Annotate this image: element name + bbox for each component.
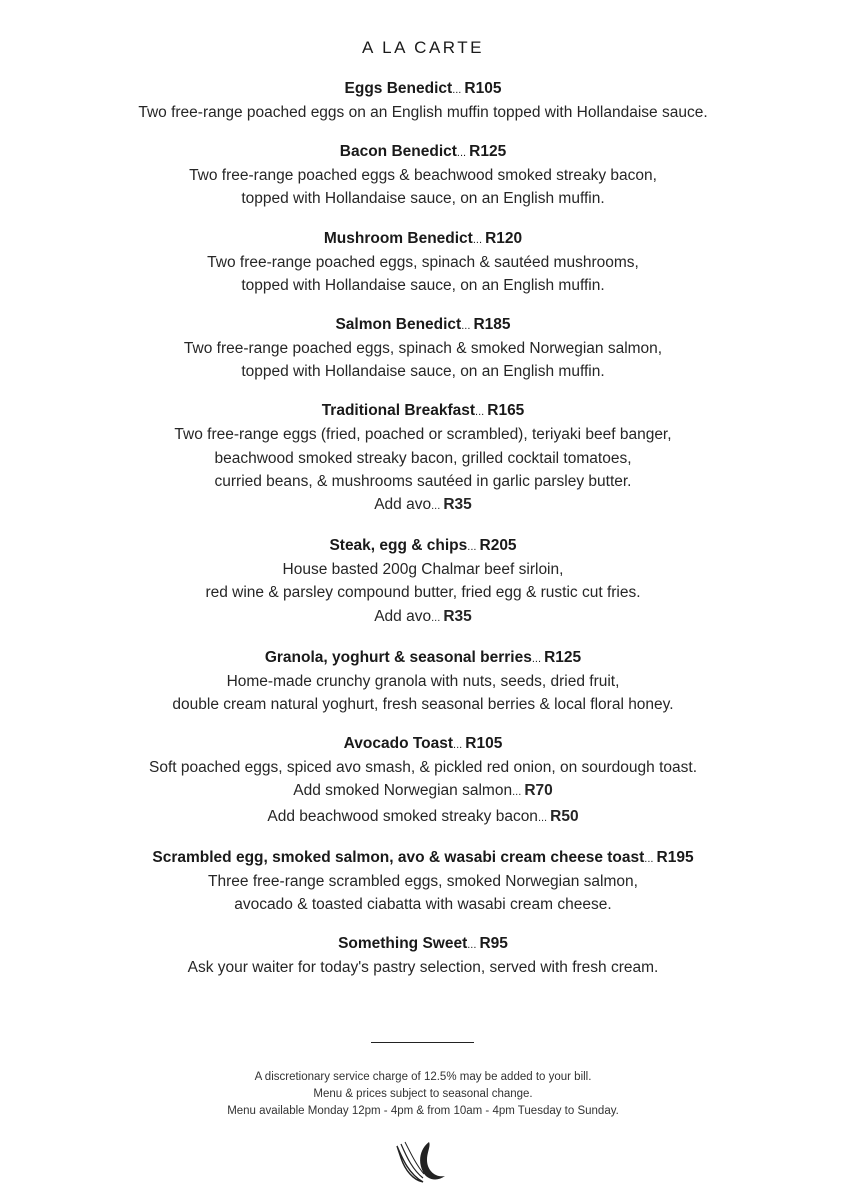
footer-notes: [0, 1069, 846, 1120]
menu-item-name: Mushroom Benedict: [323, 229, 473, 247]
menu-item-description: double cream natural yoghurt, fresh seasonal berries & local floral honey.: [172, 696, 674, 714]
addon-price: R35: [443, 496, 472, 514]
ellipsis-separator: ...: [431, 500, 444, 513]
menu-item-description: curried beans, & mushrooms sautéed in garlic parsley butter.: [214, 472, 632, 490]
ellipsis-separator: ...: [452, 84, 465, 96]
addon-label: Add avo: [374, 496, 432, 514]
menu-item-price: R165: [487, 402, 525, 420]
menu-item-heading: [0, 141, 846, 164]
menu-item-description: Two free-range poached eggs, spinach & smoked Norwegian salmon,: [183, 340, 663, 358]
menu-item-description: Two free-range poached eggs on an English muffin topped with Hollandaise sauce.: [138, 104, 708, 121]
ellipsis-separator: ...: [467, 939, 480, 952]
menu-item: [0, 228, 846, 297]
menu-item-name: Salmon Benedict: [335, 316, 462, 334]
menu-item-heading: [0, 228, 846, 251]
menu-item-addon: [0, 805, 846, 830]
menu-item-price: R105: [464, 80, 502, 97]
footer-divider: [371, 1042, 474, 1043]
ellipsis-separator: ...: [644, 852, 657, 865]
menu-item: [0, 400, 846, 518]
menu-item: [0, 733, 846, 830]
menu-list: [0, 78, 846, 996]
menu-item-price: R120: [485, 229, 523, 247]
menu-item-name: Traditional Breakfast: [321, 402, 476, 420]
menu-item-description: Two free-range eggs (fried, poached or scrambled), teriyaki beef banger,: [174, 426, 672, 444]
addon-price: R70: [524, 782, 553, 800]
menu-item-price: R185: [473, 316, 511, 334]
footer-line: Menu & prices subject to seasonal change.: [313, 1088, 533, 1100]
menu-item-price: R105: [465, 735, 503, 753]
menu-item-name: Bacon Benedict: [339, 143, 457, 161]
menu-item: [0, 535, 846, 630]
footer-line: A discretionary service charge of 12.5% may be added to your bill.: [254, 1071, 592, 1083]
menu-item-name: Scrambled egg, smoked salmon, avo & wasabi cream cheese toast: [152, 848, 645, 866]
addon-label: Add avo: [374, 607, 432, 625]
menu-item-description: Two free-range poached eggs & beachwood smoked streaky bacon,: [189, 167, 657, 185]
menu-item-name: Granola, yoghurt & seasonal berries: [264, 648, 532, 666]
menu-item-description: red wine & parsley compound butter, fried egg & rustic cut fries.: [205, 584, 641, 602]
ellipsis-separator: ...: [472, 233, 486, 246]
ellipsis-separator: ...: [467, 541, 480, 554]
ellipsis-separator: ...: [456, 147, 470, 160]
menu-item-price: R125: [469, 143, 507, 161]
menu-item-description: Home-made crunchy granola with nuts, seeds, dried fruit,: [226, 672, 620, 690]
menu-item-heading: [0, 78, 846, 101]
ellipsis-separator: ...: [431, 611, 444, 624]
menu-item-heading: [0, 933, 846, 956]
menu-item-description: Two free-range poached eggs, spinach & sautéed mushrooms,: [207, 253, 639, 271]
ellipsis-separator: ...: [475, 406, 488, 419]
ellipsis-separator: ...: [537, 811, 551, 824]
menu-item-addon: [0, 605, 846, 630]
menu-item-description: avocado & toasted ciabatta with wasabi cream cheese.: [234, 896, 612, 914]
menu-item-name: Eggs Benedict: [344, 80, 453, 97]
ellipsis-separator: ...: [461, 320, 474, 333]
menu-item-price: R205: [479, 537, 517, 555]
menu-item-description: House basted 200g Chalmar beef sirloin,: [282, 561, 564, 579]
page-title: A LA CARTE: [361, 38, 484, 57]
ellipsis-separator: ...: [512, 786, 525, 799]
menu-item-heading: [0, 400, 846, 423]
menu-item-description: topped with Hollandaise sauce, on an English muffin.: [241, 363, 605, 381]
menu-item-description: Ask your waiter for today's pastry selection, served with fresh cream.: [187, 959, 659, 977]
menu-item: [0, 78, 846, 124]
addon-label: Add smoked Norwegian salmon: [293, 782, 513, 800]
menu-item-name: Something Sweet: [338, 935, 468, 953]
menu-item-description: Soft poached eggs, spiced avo smash, & pickled red onion, on sourdough toast.: [148, 759, 698, 777]
menu-item-heading: [0, 847, 846, 870]
menu-item: [0, 847, 846, 916]
addon-price: R35: [443, 607, 472, 625]
footer-line: Menu available Monday 12pm - 4pm & from 10am - 4pm Tuesday to Sunday.: [227, 1105, 619, 1117]
ellipsis-separator: ...: [531, 652, 545, 665]
menu-item-description: Three free-range scrambled eggs, smoked Norwegian salmon,: [208, 872, 638, 890]
menu-item-price: R125: [544, 648, 582, 666]
menu-item-heading: [0, 314, 846, 337]
menu-item-price: R95: [479, 935, 508, 953]
menu-item-price: R195: [656, 848, 694, 866]
menu-item-addon: [0, 493, 846, 518]
menu-item-description: topped with Hollandaise sauce, on an English muffin.: [241, 190, 605, 208]
bird-wing-logo-icon: [395, 1140, 447, 1186]
menu-item-description: beachwood smoked streaky bacon, grilled cocktail tomatoes,: [214, 449, 632, 467]
menu-item-heading: [0, 535, 846, 558]
ellipsis-separator: ...: [453, 739, 466, 752]
menu-item-addon: [0, 779, 846, 804]
addon-price: R50: [550, 807, 579, 825]
menu-item-heading: [0, 733, 846, 756]
menu-item-name: Steak, egg & chips: [329, 537, 468, 555]
menu-item: [0, 647, 846, 716]
menu-item-description: topped with Hollandaise sauce, on an English muffin.: [241, 276, 605, 294]
menu-item-name: Avocado Toast: [343, 735, 454, 753]
menu-item: [0, 141, 846, 210]
addon-label: Add beachwood smoked streaky bacon: [267, 807, 538, 825]
menu-item: [0, 933, 846, 979]
menu-item-heading: [0, 647, 846, 670]
menu-item: [0, 314, 846, 383]
